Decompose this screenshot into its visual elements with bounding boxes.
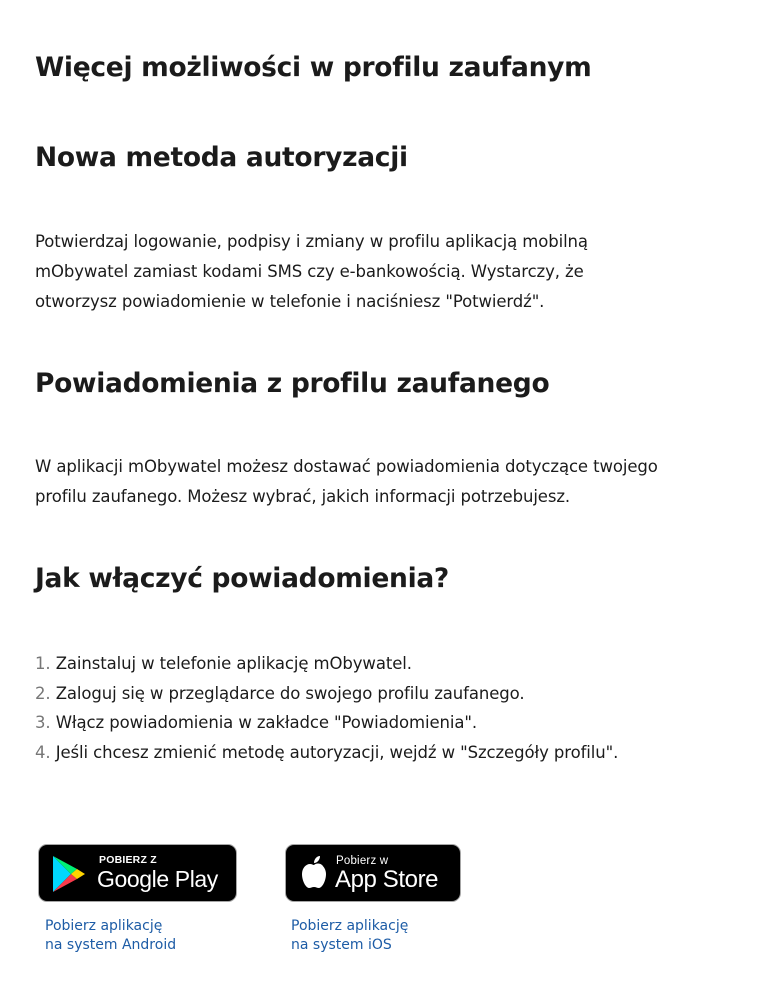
- list-item: [35, 649, 618, 679]
- step-number: 1.: [35, 654, 51, 673]
- badge-store-name: Google Play: [97, 866, 218, 892]
- step-text: Włącz powiadomienia w zakładce "Powiadomienia".: [55, 713, 478, 732]
- link-line: Pobierz aplikację: [45, 918, 163, 934]
- paragraph-line: mObywatel zamiast kodami SMS czy e-bankowością. Wystarczy, że: [35, 262, 584, 281]
- paragraph-line: Potwierdzaj logowanie, podpisy i zmiany w profilu aplikacją mobilną: [35, 232, 588, 251]
- apple-icon: [299, 854, 329, 896]
- badge-caption: POBIERZ Z: [99, 854, 157, 866]
- google-play-badge[interactable]: [38, 844, 237, 902]
- google-play-icon: [51, 855, 87, 897]
- paragraph-line: otworzysz powiadomienie w telefonie i naciśniesz "Potwierdź".: [35, 292, 545, 311]
- steps-list: [35, 649, 618, 767]
- link-line: Pobierz aplikację: [291, 918, 409, 934]
- app-store-badge[interactable]: [285, 844, 461, 902]
- list-item: [35, 738, 618, 768]
- link-line: na system Android: [45, 937, 177, 953]
- ios-download-link[interactable]: [291, 917, 408, 955]
- howto-section-heading: Jak włączyć powiadomienia?: [35, 563, 450, 594]
- paragraph-line: W aplikacji mObywatel możesz dostawać powiadomienia dotyczące twojego: [35, 457, 658, 476]
- step-text: Zainstaluj w telefonie aplikację mObywatel.: [55, 654, 412, 673]
- step-number: 3.: [35, 713, 51, 732]
- badge-caption: Pobierz w: [336, 855, 389, 867]
- list-item: [35, 679, 618, 709]
- step-text: Jeśli chcesz zmienić metodę autoryzacji, wejdź w "Szczegóły profilu".: [55, 742, 619, 762]
- step-text: Zaloguj się w przeglądarce do swojego profilu zaufanego.: [55, 683, 525, 703]
- notifications-section-heading: Powiadomienia z profilu zaufanego: [35, 368, 550, 399]
- android-download-link[interactable]: [45, 917, 176, 955]
- auth-section-paragraph: [35, 227, 588, 317]
- step-number: 2.: [35, 683, 51, 703]
- notifications-section-paragraph: [35, 452, 658, 512]
- link-line: na system iOS: [291, 937, 392, 953]
- badge-store-name: App Store: [335, 866, 439, 893]
- paragraph-line: profilu zaufanego. Możesz wybrać, jakich informacji potrzebujesz.: [35, 487, 571, 506]
- auth-section-heading: Nowa metoda autoryzacji: [35, 142, 408, 173]
- list-item: [35, 708, 618, 738]
- step-number: 4.: [35, 742, 51, 762]
- page-title: Więcej możliwości w profilu zaufanym: [35, 52, 592, 83]
